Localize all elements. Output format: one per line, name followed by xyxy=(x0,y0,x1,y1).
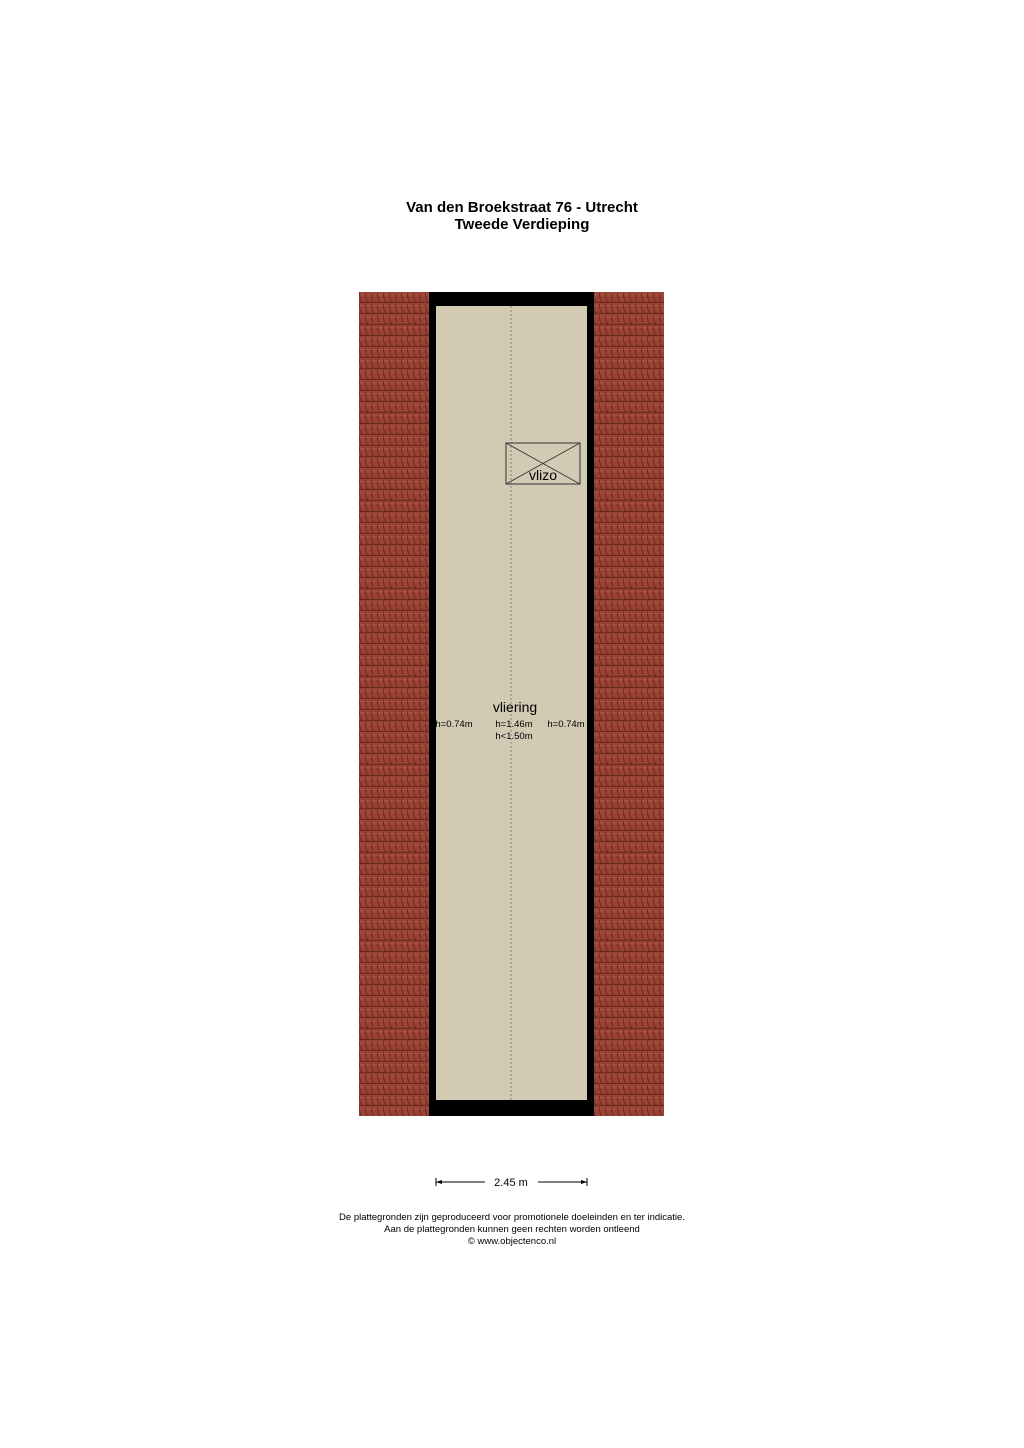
disclaimer-line-1: De plattegronden zijn geproduceerd voor promotionele doeleinden en ter indicatie. xyxy=(339,1212,685,1223)
room-label: vliering xyxy=(492,699,538,715)
hatch-label: vlizo xyxy=(528,467,558,483)
floor-title: Tweede Verdieping xyxy=(454,216,590,233)
scale-bar xyxy=(436,1177,587,1189)
disclaimer-line-2: Aan de plattegronden kunnen geen rechten worden ontleend xyxy=(384,1224,640,1235)
height-left-label: h=0.74m xyxy=(435,719,473,730)
address-title: Van den Broekstraat 76 - Utrecht xyxy=(406,199,638,216)
disclaimer xyxy=(0,1212,1024,1248)
roof-left xyxy=(359,292,431,1116)
copyright-line: © www.objectenco.nl xyxy=(467,1236,557,1247)
height-center-label: h=1.46m xyxy=(495,719,533,730)
roof-right xyxy=(592,292,664,1116)
height-max-label: h<1.50m xyxy=(495,731,533,742)
scale-label: 2.45 m xyxy=(494,1177,528,1189)
height-right-label: h=0.74m xyxy=(547,719,585,730)
